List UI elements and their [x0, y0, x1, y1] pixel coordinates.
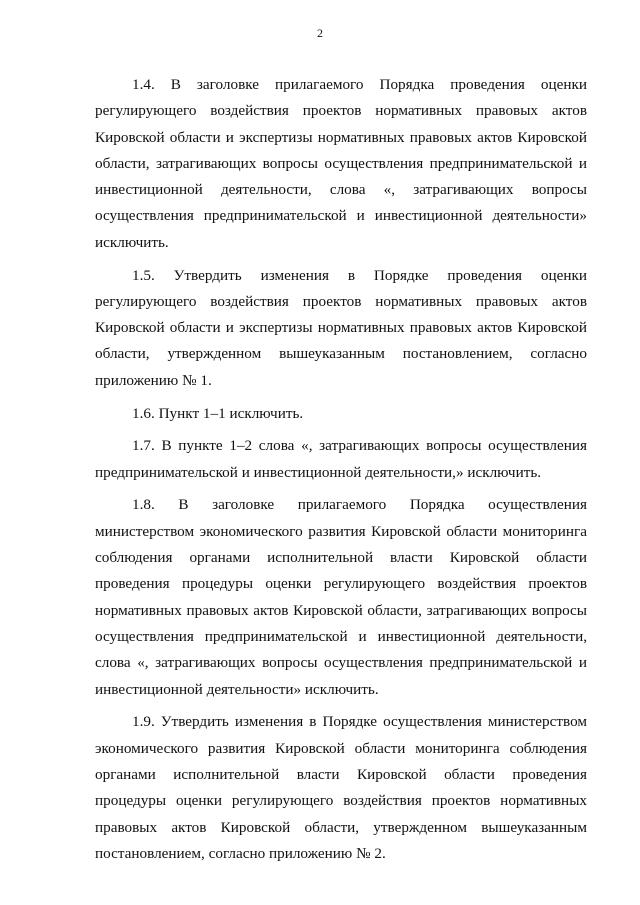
document-body: [95, 72, 587, 874]
paragraph-1-4: 1.4. В заголовке прилагаемого Порядка проведения оценки регулирующего воздействия проектов нормативных правовых актов Кировской области и экспертизы нормативных правовых актов Кировской области, затрагивающих вопросы осуществления предпринимательской и инвестиционной деятельности, слова «, затрагивающих вопросы осуществления предпринимательской и инвестиционной деятельности» исключить.: [95, 76, 587, 251]
paragraph-1-9: 1.9. Утвердить изменения в Порядке осуществления министерством экономического развития Кировской области мониторинга соблюдения органами исполнительной власти Кировской области проведения процедуры оценки регулирующего воздействия проектов нормативных правовых актов Кировской области, утвержденном вышеуказанным постановлением, согласно приложению № 2.: [95, 713, 587, 862]
paragraph-1-6: 1.6. Пункт 1–1 исключить.: [132, 404, 304, 422]
paragraph-1-7: 1.7. В пункте 1–2 слова «, затрагивающих вопросы осуществления предпринимательской и инвестиционной деятельности,» исключить.: [95, 437, 587, 481]
paragraph-1-5: 1.5. Утвердить изменения в Порядке проведения оценки регулирующего воздействия проектов нормативных правовых актов Кировской области и экспертизы нормативных правовых актов Кировской области, утвержденном вышеуказанным постановлением, согласно приложению № 1.: [95, 266, 587, 389]
page-number: 2: [317, 26, 323, 40]
paragraph-1-8: 1.8. В заголовке прилагаемого Порядка осуществления министерством экономического развития Кировской области мониторинга соблюдения органами исполнительной власти Кировской области проведения процедуры оценки регулирующего воздействия проектов нормативных правовых актов Кировской области, затрагивающих вопросы осуществления предпринимательской и инвестиционной деятельности, слова «, затрагивающих вопросы осуществления предпринимательской и инвестиционной деятельности» исключить.: [95, 496, 587, 698]
